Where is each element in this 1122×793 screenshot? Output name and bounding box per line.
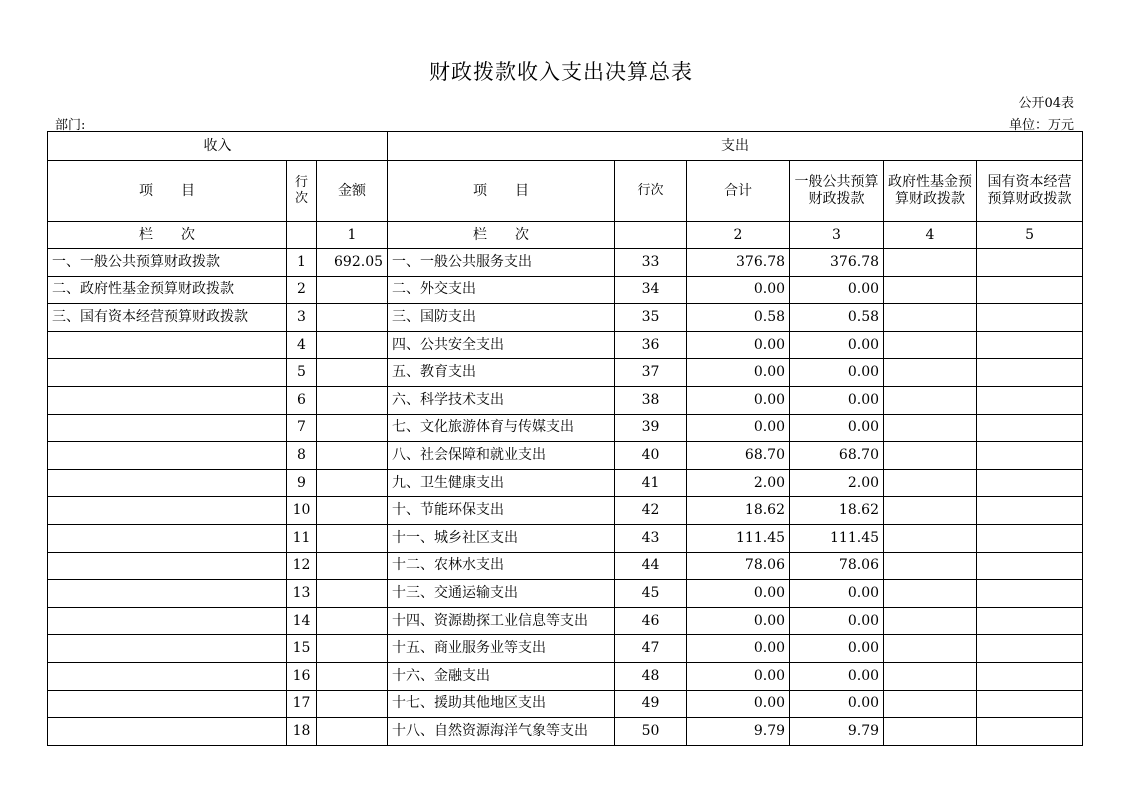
income-line-cell: 6 <box>287 386 317 414</box>
expense-line-cell: 41 <box>615 469 687 497</box>
gov-fund-cell <box>884 662 977 690</box>
income-line-cell: 4 <box>287 331 317 359</box>
expense-item-cell: 六、科学技术支出 <box>388 386 615 414</box>
income-line-cell: 17 <box>287 690 317 718</box>
table-row <box>48 386 1083 414</box>
income-amount-cell <box>317 359 388 387</box>
general-budget-cell: 0.00 <box>790 607 884 635</box>
expense-line-cell: 38 <box>615 386 687 414</box>
income-item-cell <box>48 552 287 580</box>
income-line-cell: 13 <box>287 580 317 608</box>
table-row <box>48 442 1083 470</box>
income-item-cell <box>48 331 287 359</box>
income-amount-cell <box>317 469 388 497</box>
state-capital-cell <box>977 552 1083 580</box>
income-line-cell: 18 <box>287 718 317 746</box>
expense-line-cell: 40 <box>615 442 687 470</box>
expense-item-cell: 一、一般公共服务支出 <box>388 249 615 277</box>
general-budget-cell: 0.00 <box>790 386 884 414</box>
table-row <box>48 331 1083 359</box>
general-budget-cell: 68.70 <box>790 442 884 470</box>
expense-line-cell: 46 <box>615 607 687 635</box>
total-cell: 0.00 <box>687 580 790 608</box>
column-number-3: 3 <box>790 222 884 249</box>
expense-line-cell: 34 <box>615 276 687 304</box>
income-amount-cell <box>317 497 388 525</box>
page-title: 财政拨款收入支出决算总表 <box>429 60 693 84</box>
income-item-cell <box>48 442 287 470</box>
income-amount-cell <box>317 386 388 414</box>
gov-fund-cell <box>884 386 977 414</box>
expense-item-cell: 五、教育支出 <box>388 359 615 387</box>
income-amount-cell <box>317 607 388 635</box>
expense-item-cell: 十一、城乡社区支出 <box>388 524 615 552</box>
general-budget-cell: 0.58 <box>790 304 884 332</box>
table-row <box>48 469 1083 497</box>
income-item-cell <box>48 414 287 442</box>
form-number: 公开04表 <box>1018 96 1074 111</box>
gov-fund-cell <box>884 718 977 746</box>
state-capital-cell <box>977 635 1083 663</box>
income-item-cell <box>48 524 287 552</box>
total-cell: 18.62 <box>687 497 790 525</box>
general-budget-cell: 9.79 <box>790 718 884 746</box>
gov-fund-cell <box>884 249 977 277</box>
income-amount-cell: 692.05 <box>317 249 388 277</box>
income-item-cell: 二、政府性基金预算财政拨款 <box>48 276 287 304</box>
table-row <box>48 662 1083 690</box>
column-number-2: 2 <box>687 222 790 249</box>
gov-fund-cell <box>884 331 977 359</box>
general-budget-cell: 2.00 <box>790 469 884 497</box>
general-budget-cell: 0.00 <box>790 331 884 359</box>
department-label: 部门: <box>55 118 86 133</box>
total-cell: 0.00 <box>687 607 790 635</box>
expense-section-header: 支出 <box>388 132 1083 161</box>
income-amount-cell <box>317 662 388 690</box>
income-amount-cell <box>317 304 388 332</box>
column-blank <box>615 222 687 249</box>
expense-line-cell: 48 <box>615 662 687 690</box>
income-line-cell: 1 <box>287 249 317 277</box>
general-budget-header: 一般公共预算财政拨款 <box>790 161 884 222</box>
gov-fund-cell <box>884 635 977 663</box>
total-cell: 68.70 <box>687 442 790 470</box>
gov-fund-header: 政府性基金预算财政拨款 <box>884 161 977 222</box>
gov-fund-cell <box>884 552 977 580</box>
expense-line-cell: 47 <box>615 635 687 663</box>
income-amount-cell <box>317 635 388 663</box>
income-amount-cell <box>317 552 388 580</box>
table-row <box>48 635 1083 663</box>
total-cell: 0.58 <box>687 304 790 332</box>
column-number-1: 1 <box>317 222 388 249</box>
expense-item-cell: 十二、农林水支出 <box>388 552 615 580</box>
gov-fund-cell <box>884 607 977 635</box>
income-item-cell <box>48 469 287 497</box>
expense-line-cell: 43 <box>615 524 687 552</box>
unit-label: 单位：万元 <box>1008 118 1074 133</box>
total-cell: 78.06 <box>687 552 790 580</box>
column-label-expense: 栏 次 <box>388 222 615 249</box>
income-item-cell <box>48 718 287 746</box>
general-budget-cell: 0.00 <box>790 580 884 608</box>
state-capital-cell <box>977 497 1083 525</box>
general-budget-cell: 0.00 <box>790 690 884 718</box>
income-item-header: 项 目 <box>48 161 287 222</box>
expense-item-cell: 十五、商业服务业等支出 <box>388 635 615 663</box>
column-number-row <box>48 222 1083 249</box>
total-cell: 0.00 <box>687 662 790 690</box>
expense-item-cell: 十七、援助其他地区支出 <box>388 690 615 718</box>
total-cell: 0.00 <box>687 414 790 442</box>
gov-fund-cell <box>884 304 977 332</box>
income-amount-cell <box>317 718 388 746</box>
state-capital-cell <box>977 359 1083 387</box>
gov-fund-cell <box>884 497 977 525</box>
income-line-cell: 9 <box>287 469 317 497</box>
expense-line-cell: 35 <box>615 304 687 332</box>
total-cell: 0.00 <box>687 359 790 387</box>
column-blank <box>287 222 317 249</box>
general-budget-cell: 111.45 <box>790 524 884 552</box>
total-header: 合计 <box>687 161 790 222</box>
general-budget-cell: 376.78 <box>790 249 884 277</box>
table-row <box>48 304 1083 332</box>
gov-fund-cell <box>884 690 977 718</box>
state-capital-cell <box>977 331 1083 359</box>
expense-line-header: 行次 <box>615 161 687 222</box>
income-item-cell: 三、国有资本经营预算财政拨款 <box>48 304 287 332</box>
expense-item-cell: 十四、资源勘探工业信息等支出 <box>388 607 615 635</box>
income-amount-cell <box>317 690 388 718</box>
income-item-cell <box>48 580 287 608</box>
income-line-cell: 16 <box>287 662 317 690</box>
income-line-cell: 10 <box>287 497 317 525</box>
expense-line-cell: 49 <box>615 690 687 718</box>
income-amount-cell <box>317 580 388 608</box>
table-row <box>48 414 1083 442</box>
total-cell: 0.00 <box>687 386 790 414</box>
expense-line-cell: 42 <box>615 497 687 525</box>
expense-item-cell: 四、公共安全支出 <box>388 331 615 359</box>
expense-item-cell: 七、文化旅游体育与传媒支出 <box>388 414 615 442</box>
table-row <box>48 607 1083 635</box>
general-budget-cell: 0.00 <box>790 635 884 663</box>
income-line-header: 行 次 <box>287 161 317 222</box>
income-item-cell <box>48 359 287 387</box>
state-capital-header: 国有资本经营预算财政拨款 <box>977 161 1083 222</box>
general-budget-cell: 0.00 <box>790 662 884 690</box>
expense-item-cell: 十八、自然资源海洋气象等支出 <box>388 718 615 746</box>
income-section-header: 收入 <box>48 132 388 161</box>
expense-item-cell: 二、外交支出 <box>388 276 615 304</box>
income-item-cell <box>48 607 287 635</box>
income-line-cell: 7 <box>287 414 317 442</box>
column-number-4: 4 <box>884 222 977 249</box>
gov-fund-cell <box>884 414 977 442</box>
expense-line-cell: 37 <box>615 359 687 387</box>
expense-line-cell: 39 <box>615 414 687 442</box>
income-item-cell <box>48 497 287 525</box>
total-cell: 0.00 <box>687 635 790 663</box>
expense-item-header: 项 目 <box>388 161 615 222</box>
gov-fund-cell <box>884 580 977 608</box>
income-line-cell: 12 <box>287 552 317 580</box>
state-capital-cell <box>977 607 1083 635</box>
header-row-sections <box>48 132 1083 161</box>
income-item-cell <box>48 690 287 718</box>
expense-item-cell: 三、国防支出 <box>388 304 615 332</box>
income-line-cell: 5 <box>287 359 317 387</box>
gov-fund-cell <box>884 276 977 304</box>
general-budget-cell: 18.62 <box>790 497 884 525</box>
income-item-cell <box>48 386 287 414</box>
expense-line-cell: 44 <box>615 552 687 580</box>
gov-fund-cell <box>884 359 977 387</box>
income-amount-header: 金额 <box>317 161 388 222</box>
table-row <box>48 552 1083 580</box>
state-capital-cell <box>977 442 1083 470</box>
state-capital-cell <box>977 718 1083 746</box>
expense-line-cell: 33 <box>615 249 687 277</box>
general-budget-cell: 78.06 <box>790 552 884 580</box>
table-row <box>48 359 1083 387</box>
income-amount-cell <box>317 442 388 470</box>
general-budget-cell: 0.00 <box>790 414 884 442</box>
state-capital-cell <box>977 249 1083 277</box>
income-line-cell: 3 <box>287 304 317 332</box>
state-capital-cell <box>977 690 1083 718</box>
expense-line-cell: 45 <box>615 580 687 608</box>
state-capital-cell <box>977 386 1083 414</box>
income-amount-cell <box>317 331 388 359</box>
column-number-5: 5 <box>977 222 1083 249</box>
gov-fund-cell <box>884 524 977 552</box>
income-item-cell: 一、一般公共预算财政拨款 <box>48 249 287 277</box>
gov-fund-cell <box>884 469 977 497</box>
budget-table <box>47 131 1083 746</box>
total-cell: 2.00 <box>687 469 790 497</box>
total-cell: 0.00 <box>687 690 790 718</box>
state-capital-cell <box>977 304 1083 332</box>
income-amount-cell <box>317 414 388 442</box>
income-line-cell: 14 <box>287 607 317 635</box>
table-row <box>48 718 1083 746</box>
total-cell: 0.00 <box>687 276 790 304</box>
expense-item-cell: 十六、金融支出 <box>388 662 615 690</box>
expense-item-cell: 十三、交通运输支出 <box>388 580 615 608</box>
expense-item-cell: 九、卫生健康支出 <box>388 469 615 497</box>
income-amount-cell <box>317 276 388 304</box>
header-row-columns <box>48 161 1083 222</box>
income-item-cell <box>48 635 287 663</box>
expense-item-cell: 八、社会保障和就业支出 <box>388 442 615 470</box>
state-capital-cell <box>977 580 1083 608</box>
general-budget-cell: 0.00 <box>790 359 884 387</box>
general-budget-cell: 0.00 <box>790 276 884 304</box>
state-capital-cell <box>977 524 1083 552</box>
table-row <box>48 249 1083 277</box>
state-capital-cell <box>977 414 1083 442</box>
column-label-income: 栏 次 <box>48 222 287 249</box>
income-line-cell: 15 <box>287 635 317 663</box>
total-cell: 9.79 <box>687 718 790 746</box>
table-row <box>48 276 1083 304</box>
table-row <box>48 580 1083 608</box>
expense-line-cell: 50 <box>615 718 687 746</box>
expense-item-cell: 十、节能环保支出 <box>388 497 615 525</box>
expense-line-cell: 36 <box>615 331 687 359</box>
state-capital-cell <box>977 662 1083 690</box>
table-row <box>48 690 1083 718</box>
state-capital-cell <box>977 276 1083 304</box>
income-line-cell: 8 <box>287 442 317 470</box>
total-cell: 376.78 <box>687 249 790 277</box>
income-line-cell: 2 <box>287 276 317 304</box>
income-amount-cell <box>317 524 388 552</box>
state-capital-cell <box>977 469 1083 497</box>
total-cell: 111.45 <box>687 524 790 552</box>
income-line-cell: 11 <box>287 524 317 552</box>
gov-fund-cell <box>884 442 977 470</box>
income-item-cell <box>48 662 287 690</box>
total-cell: 0.00 <box>687 331 790 359</box>
table-row <box>48 524 1083 552</box>
table-row <box>48 497 1083 525</box>
